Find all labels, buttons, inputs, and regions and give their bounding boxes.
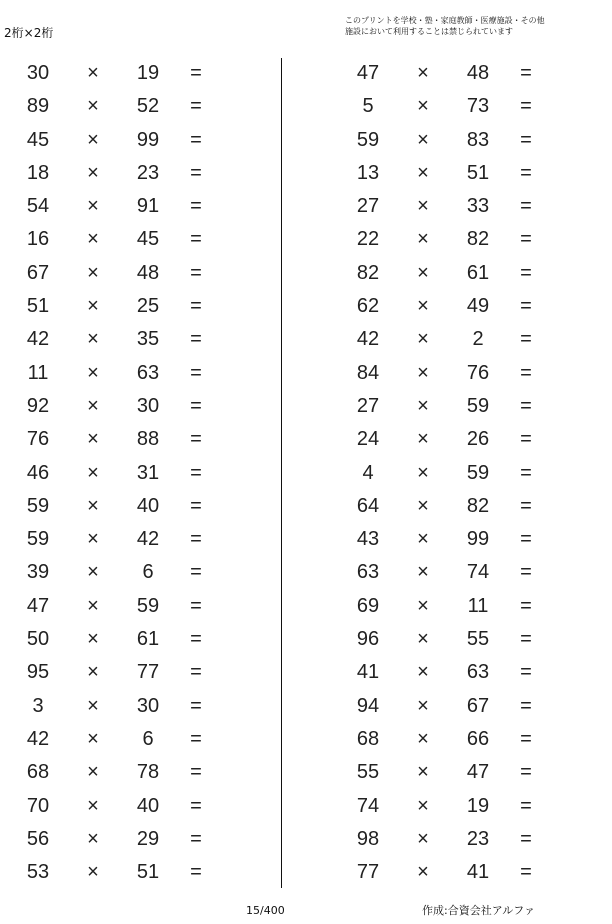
problem-row [0,57,260,90]
equals-sign: = [190,661,202,684]
problem-column-right [330,57,590,889]
multiplier: 88 [136,428,160,451]
equals-sign: = [190,827,202,850]
times-sign: × [87,694,99,717]
multiplier: 30 [136,394,160,417]
problem-row [0,323,260,356]
problem-row [0,457,260,490]
times-sign: × [417,428,429,451]
times-sign: × [417,261,429,284]
multiplicand: 51 [26,295,50,318]
times-sign: × [87,394,99,417]
problem-row [330,656,590,689]
multiplier: 63 [466,661,490,684]
multiplicand: 4 [362,461,374,484]
multiplier: 76 [466,361,490,384]
equals-sign: = [520,394,532,417]
times-sign: × [87,62,99,84]
times-sign: × [87,661,99,684]
equals-sign: = [520,861,532,884]
multiplicand: 5 [362,95,374,118]
times-sign: × [87,561,99,584]
usage-notice-line-2: 施設において利用することは禁じられています [345,27,513,36]
times-sign: × [87,628,99,651]
multiplier: 61 [136,628,160,651]
equals-sign: = [190,861,202,884]
multiplier: 23 [466,827,490,850]
multiplicand: 47 [26,594,50,617]
multiplicand: 54 [26,195,50,218]
equals-sign: = [190,261,202,284]
multiplicand: 92 [26,394,50,417]
multiplicand: 53 [26,861,50,884]
times-sign: × [87,827,99,850]
multiplier: 41 [466,861,490,884]
multiplier: 19 [466,794,490,817]
equals-sign: = [520,195,532,218]
multiplicand: 47 [356,62,380,84]
multiplicand: 18 [26,161,50,184]
problem-row [0,556,260,589]
multiplicand: 55 [356,761,380,784]
equals-sign: = [520,128,532,151]
problem-row [330,690,590,723]
times-sign: × [87,361,99,384]
times-sign: × [87,494,99,517]
multiplicand: 77 [356,861,380,884]
problem-row [0,823,260,856]
equals-sign: = [190,761,202,784]
multiplier: 33 [466,195,490,218]
multiplicand: 42 [356,328,380,351]
equals-sign: = [190,628,202,651]
equals-sign: = [520,761,532,784]
multiplier: 11 [467,594,489,617]
problem-row [330,423,590,456]
problem-row [0,656,260,689]
multiplicand: 59 [26,494,50,517]
multiplier: 47 [466,761,490,784]
equals-sign: = [190,128,202,151]
problem-row [0,290,260,323]
multiplicand: 27 [356,195,380,218]
equals-sign: = [190,228,202,251]
multiplicand: 39 [26,561,50,584]
multiplier: 48 [136,261,160,284]
multiplicand: 50 [26,628,50,651]
equals-sign: = [190,95,202,118]
equals-sign: = [520,794,532,817]
multiplicand: 68 [356,727,380,750]
equals-sign: = [190,594,202,617]
problem-row [330,157,590,190]
times-sign: × [417,594,429,617]
problem-row [330,223,590,256]
equals-sign: = [190,794,202,817]
multiplicand: 96 [356,628,380,651]
multiplicand: 11 [27,361,49,384]
times-sign: × [87,461,99,484]
problem-row [0,257,260,290]
multiplicand: 22 [356,228,380,251]
multiplier: 31 [136,461,160,484]
multiplier: 82 [466,494,490,517]
multiplicand: 42 [26,328,50,351]
times-sign: × [417,494,429,517]
multiplier: 42 [136,528,160,551]
multiplier: 25 [136,295,160,318]
equals-sign: = [190,195,202,218]
times-sign: × [87,794,99,817]
multiplicand: 70 [26,794,50,817]
times-sign: × [87,727,99,750]
multiplicand: 42 [26,727,50,750]
multiplier: 82 [466,228,490,251]
times-sign: × [417,62,429,84]
multiplicand: 69 [356,594,380,617]
times-sign: × [417,95,429,118]
problem-row [0,756,260,789]
problem-row [0,523,260,556]
multiplier: 78 [136,761,160,784]
problem-row [330,823,590,856]
problem-row [0,856,260,889]
equals-sign: = [520,528,532,551]
problem-row [0,590,260,623]
times-sign: × [87,95,99,118]
multiplier: 23 [136,161,160,184]
equals-sign: = [190,62,202,84]
multiplicand: 95 [26,661,50,684]
equals-sign: = [520,95,532,118]
equals-sign: = [520,661,532,684]
multiplicand: 68 [26,761,50,784]
multiplier: 51 [136,861,160,884]
times-sign: × [417,727,429,750]
equals-sign: = [520,428,532,451]
times-sign: × [417,195,429,218]
times-sign: × [87,428,99,451]
problem-row [0,490,260,523]
equals-sign: = [520,361,532,384]
problem-row [330,523,590,556]
equals-sign: = [190,161,202,184]
multiplicand: 89 [26,95,50,118]
problem-row [330,190,590,223]
multiplier: 40 [136,794,160,817]
problem-row [330,490,590,523]
equals-sign: = [190,727,202,750]
equals-sign: = [190,361,202,384]
problem-row [0,723,260,756]
multiplicand: 13 [356,161,380,184]
times-sign: × [417,528,429,551]
problem-row [0,157,260,190]
problem-row [330,623,590,656]
times-sign: × [417,361,429,384]
multiplier: 66 [466,727,490,750]
problem-row [330,124,590,157]
column-divider [281,58,282,888]
page-number: 15/400 [246,904,285,917]
multiplier: 99 [136,128,160,151]
equals-sign: = [520,461,532,484]
multiplier: 77 [136,661,160,684]
times-sign: × [417,694,429,717]
problem-row [0,390,260,423]
times-sign: × [417,827,429,850]
equals-sign: = [520,827,532,850]
times-sign: × [417,861,429,884]
multiplicand: 43 [356,528,380,551]
multiplier: 49 [466,295,490,318]
usage-notice-line-1: このプリントを学校・塾・家庭教師・医療施設・その他 [345,16,545,25]
problem-row [330,856,590,889]
equals-sign: = [520,694,532,717]
problem-row [330,90,590,123]
problem-row [330,790,590,823]
multiplier: 48 [466,62,490,84]
equals-sign: = [520,62,532,84]
problem-column-left [0,57,260,889]
problem-row [330,257,590,290]
problem-row [0,357,260,390]
author-credit: 作成:合資会社アルファ [422,904,536,917]
equals-sign: = [520,161,532,184]
times-sign: × [417,328,429,351]
times-sign: × [87,594,99,617]
multiplier: 19 [136,62,160,84]
multiplier: 73 [466,95,490,118]
equals-sign: = [190,295,202,318]
times-sign: × [417,394,429,417]
multiplicand: 16 [26,228,50,251]
problem-row [330,357,590,390]
multiplier: 35 [136,328,160,351]
times-sign: × [87,161,99,184]
equals-sign: = [190,394,202,417]
multiplicand: 64 [356,494,380,517]
equals-sign: = [520,628,532,651]
times-sign: × [417,628,429,651]
equals-sign: = [520,328,532,351]
multiplier: 45 [136,228,160,251]
multiplier: 59 [466,461,490,484]
problem-row [330,290,590,323]
problem-row [330,390,590,423]
times-sign: × [87,861,99,884]
times-sign: × [87,328,99,351]
multiplier: 29 [136,827,160,850]
multiplicand: 41 [356,661,380,684]
multiplier: 74 [466,561,490,584]
multiplicand: 62 [356,295,380,318]
times-sign: × [87,228,99,251]
multiplicand: 24 [356,428,380,451]
equals-sign: = [190,694,202,717]
problem-row [330,323,590,356]
problem-row [330,556,590,589]
times-sign: × [87,128,99,151]
multiplicand: 94 [356,694,380,717]
times-sign: × [417,295,429,318]
multiplier: 63 [136,361,160,384]
problem-row [330,57,590,90]
multiplicand: 30 [26,62,50,84]
equals-sign: = [520,295,532,318]
multiplicand: 63 [356,561,380,584]
multiplier: 83 [466,128,490,151]
problem-row [0,623,260,656]
times-sign: × [417,661,429,684]
equals-sign: = [190,461,202,484]
equals-sign: = [190,428,202,451]
multiplier: 26 [466,428,490,451]
times-sign: × [87,528,99,551]
problem-row [0,690,260,723]
multiplier: 6 [142,561,154,584]
multiplicand: 3 [32,694,44,717]
times-sign: × [87,195,99,218]
multiplicand: 46 [26,461,50,484]
problem-row [0,223,260,256]
multiplier: 59 [466,394,490,417]
equals-sign: = [520,261,532,284]
equals-sign: = [520,228,532,251]
multiplier: 91 [136,195,160,218]
problem-row [0,790,260,823]
multiplicand: 82 [356,261,380,284]
times-sign: × [87,761,99,784]
multiplicand: 74 [356,794,380,817]
problem-row [0,90,260,123]
multiplicand: 45 [26,128,50,151]
times-sign: × [87,261,99,284]
multiplicand: 67 [26,261,50,284]
multiplicand: 84 [356,361,380,384]
problem-row [330,723,590,756]
multiplier: 52 [136,95,160,118]
times-sign: × [417,128,429,151]
multiplicand: 59 [26,528,50,551]
equals-sign: = [520,494,532,517]
problem-row [330,590,590,623]
multiplier: 99 [466,528,490,551]
multiplicand: 76 [26,428,50,451]
multiplier: 40 [136,494,160,517]
multiplicand: 27 [356,394,380,417]
times-sign: × [417,561,429,584]
multiplier: 30 [136,694,160,717]
equals-sign: = [190,561,202,584]
multiplier: 61 [466,261,490,284]
equals-sign: = [520,561,532,584]
usage-notice [345,15,595,37]
problem-row [330,457,590,490]
problem-row [0,124,260,157]
problem-row [0,423,260,456]
worksheet-title: 2桁×2桁 [4,26,54,40]
multiplicand: 59 [356,128,380,151]
times-sign: × [417,761,429,784]
equals-sign: = [190,494,202,517]
times-sign: × [417,461,429,484]
equals-sign: = [520,594,532,617]
multiplier: 67 [466,694,490,717]
multiplier: 59 [136,594,160,617]
equals-sign: = [520,727,532,750]
times-sign: × [417,161,429,184]
multiplier: 6 [142,727,154,750]
multiplicand: 56 [26,827,50,850]
times-sign: × [87,295,99,318]
times-sign: × [417,794,429,817]
multiplier: 51 [466,161,490,184]
equals-sign: = [190,528,202,551]
equals-sign: = [190,328,202,351]
multiplier: 55 [466,628,490,651]
times-sign: × [417,228,429,251]
multiplicand: 98 [356,827,380,850]
problem-row [330,756,590,789]
problem-row [0,190,260,223]
multiplier: 2 [472,328,484,351]
